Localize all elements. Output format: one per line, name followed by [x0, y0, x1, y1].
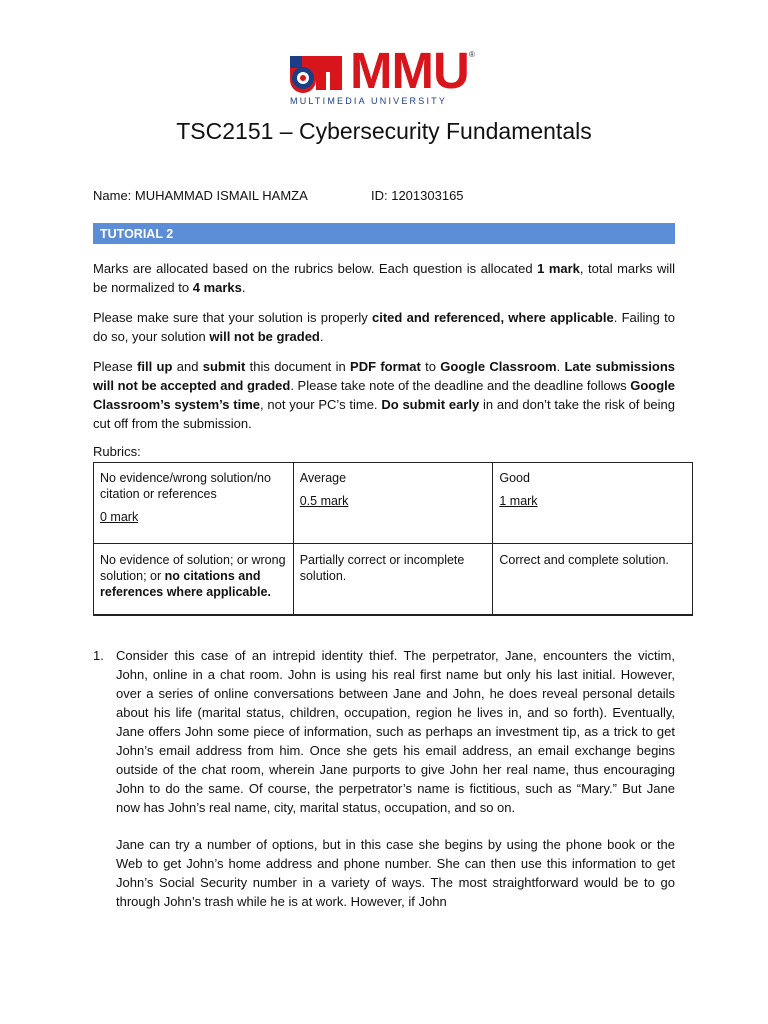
bold-text-run: will not be graded	[209, 329, 320, 344]
text-run: Marks are allocated based on the rubrics below. Each question is allocated	[93, 261, 538, 276]
document-title: TSC2151 – Cybersecurity Fundamentals	[176, 118, 592, 144]
text-run: Correct and complete solution.	[499, 553, 669, 567]
mmu-logo-icon	[288, 50, 352, 96]
bold-text-run: no citations and references where applicable.	[100, 569, 271, 599]
rubrics-label: Rubrics:	[93, 444, 141, 459]
text-run: , total marks will be normalized to	[93, 261, 675, 295]
student-id: ID: 1201303165	[371, 188, 464, 203]
text-run: in and don’t take the risk of being cut off from the submission.	[93, 397, 676, 431]
bold-text-run: cited and referenced, where applicable	[372, 310, 614, 325]
rubric-mark: 0 mark	[100, 510, 139, 524]
text-run: .	[319, 329, 324, 344]
bold-text-run: Google Classroom’s system’s time	[93, 378, 675, 412]
bold-text-run: Google Classroom	[440, 359, 557, 374]
rubric-desc-average	[293, 544, 493, 615]
rubric-mark: 1 mark	[499, 494, 538, 508]
tutorial-heading: TUTORIAL 2	[93, 223, 675, 244]
instruction-submission	[93, 357, 675, 433]
instruction-marks	[93, 259, 675, 297]
rubric-cell-none	[94, 463, 294, 544]
logo-subtitle: MULTIMEDIA UNIVERSITY	[290, 96, 448, 106]
bold-text-run: submit	[202, 359, 246, 374]
bold-text-run: 1 mark	[537, 261, 580, 276]
bold-text-run: 4 marks	[192, 280, 242, 295]
rubrics-description-row	[94, 544, 693, 615]
instruction-citation	[93, 308, 675, 346]
text-run: .	[241, 280, 246, 295]
text-run: .	[556, 359, 565, 374]
text-run: and	[172, 359, 203, 374]
mmu-logo	[288, 42, 488, 110]
rubrics-table	[93, 462, 693, 616]
bold-text-run: Late submissions will not be accepted and graded	[93, 359, 675, 393]
bold-text-run: fill up	[137, 359, 173, 374]
registered-mark: ®	[469, 50, 475, 59]
rubric-desc-none	[94, 544, 294, 615]
rubric-level-title: Good	[499, 471, 530, 485]
question-number: 1.	[93, 648, 104, 663]
text-run: Please	[93, 359, 138, 374]
student-name: Name: MUHAMMAD ISMAIL HAMZA	[93, 188, 308, 203]
question-paragraph: Jane can try a number of options, but in this case she begins by using the phone book or the Web to get John’s home address and phone number. She can then use this information to get John’s Social Security number in a variety of ways. The most straightforward would be to go through John’s trash while he is at work. However, if John	[116, 837, 675, 909]
text-run: Please make sure that your solution is properly	[93, 310, 372, 325]
text-run: Partially correct or incomplete solution.	[299, 553, 465, 583]
rubric-cell-good	[493, 463, 693, 544]
rubrics-header-row	[94, 463, 693, 544]
text-run: . Please take note of the deadline and the deadline follows	[290, 378, 631, 393]
text-run: to	[420, 359, 441, 374]
logo-wordmark: MMU	[350, 42, 469, 99]
question-text	[116, 646, 675, 929]
text-run: this document in	[245, 359, 351, 374]
rubric-desc-good	[493, 544, 693, 615]
text-run: , not your PC’s time.	[260, 397, 382, 412]
bold-text-run: Do submit early	[381, 397, 480, 412]
rubric-mark: 0.5 mark	[299, 494, 349, 508]
bold-text-run: PDF format	[350, 359, 421, 374]
question-paragraph: Consider this case of an intrepid identity thief. The perpetrator, Jane, encounters the victim, John, online in a chat room. John is using his real first name but only his last initial. However, over a series of online conversations between Jane and John, he does reveal personal details about his life (marital status, children, occupation, region he lives in, and so forth). Eventually, Jane offers John some piece of information, such as perhaps an investment tip, as a trick to get John’s email address from him. Once she gets his email address, an email exchange begins outside of the chat room, wherein Jane purports to give John her real name, thus encouraging John to do the same. Of course, the perpetrator’s name is fictitious, such as “Mary.” But Jane now has John’s real name, city, marital status, occupation, and so on.	[116, 648, 675, 815]
rubric-level-title: No evidence/wrong solution/no citation or references	[100, 471, 271, 501]
rubric-level-title: Average	[299, 471, 347, 485]
rubric-cell-average	[293, 463, 493, 544]
text-run: No evidence of solution; or wrong solution; or	[100, 553, 286, 583]
text-run: . Failing to do so, your solution	[93, 310, 675, 344]
